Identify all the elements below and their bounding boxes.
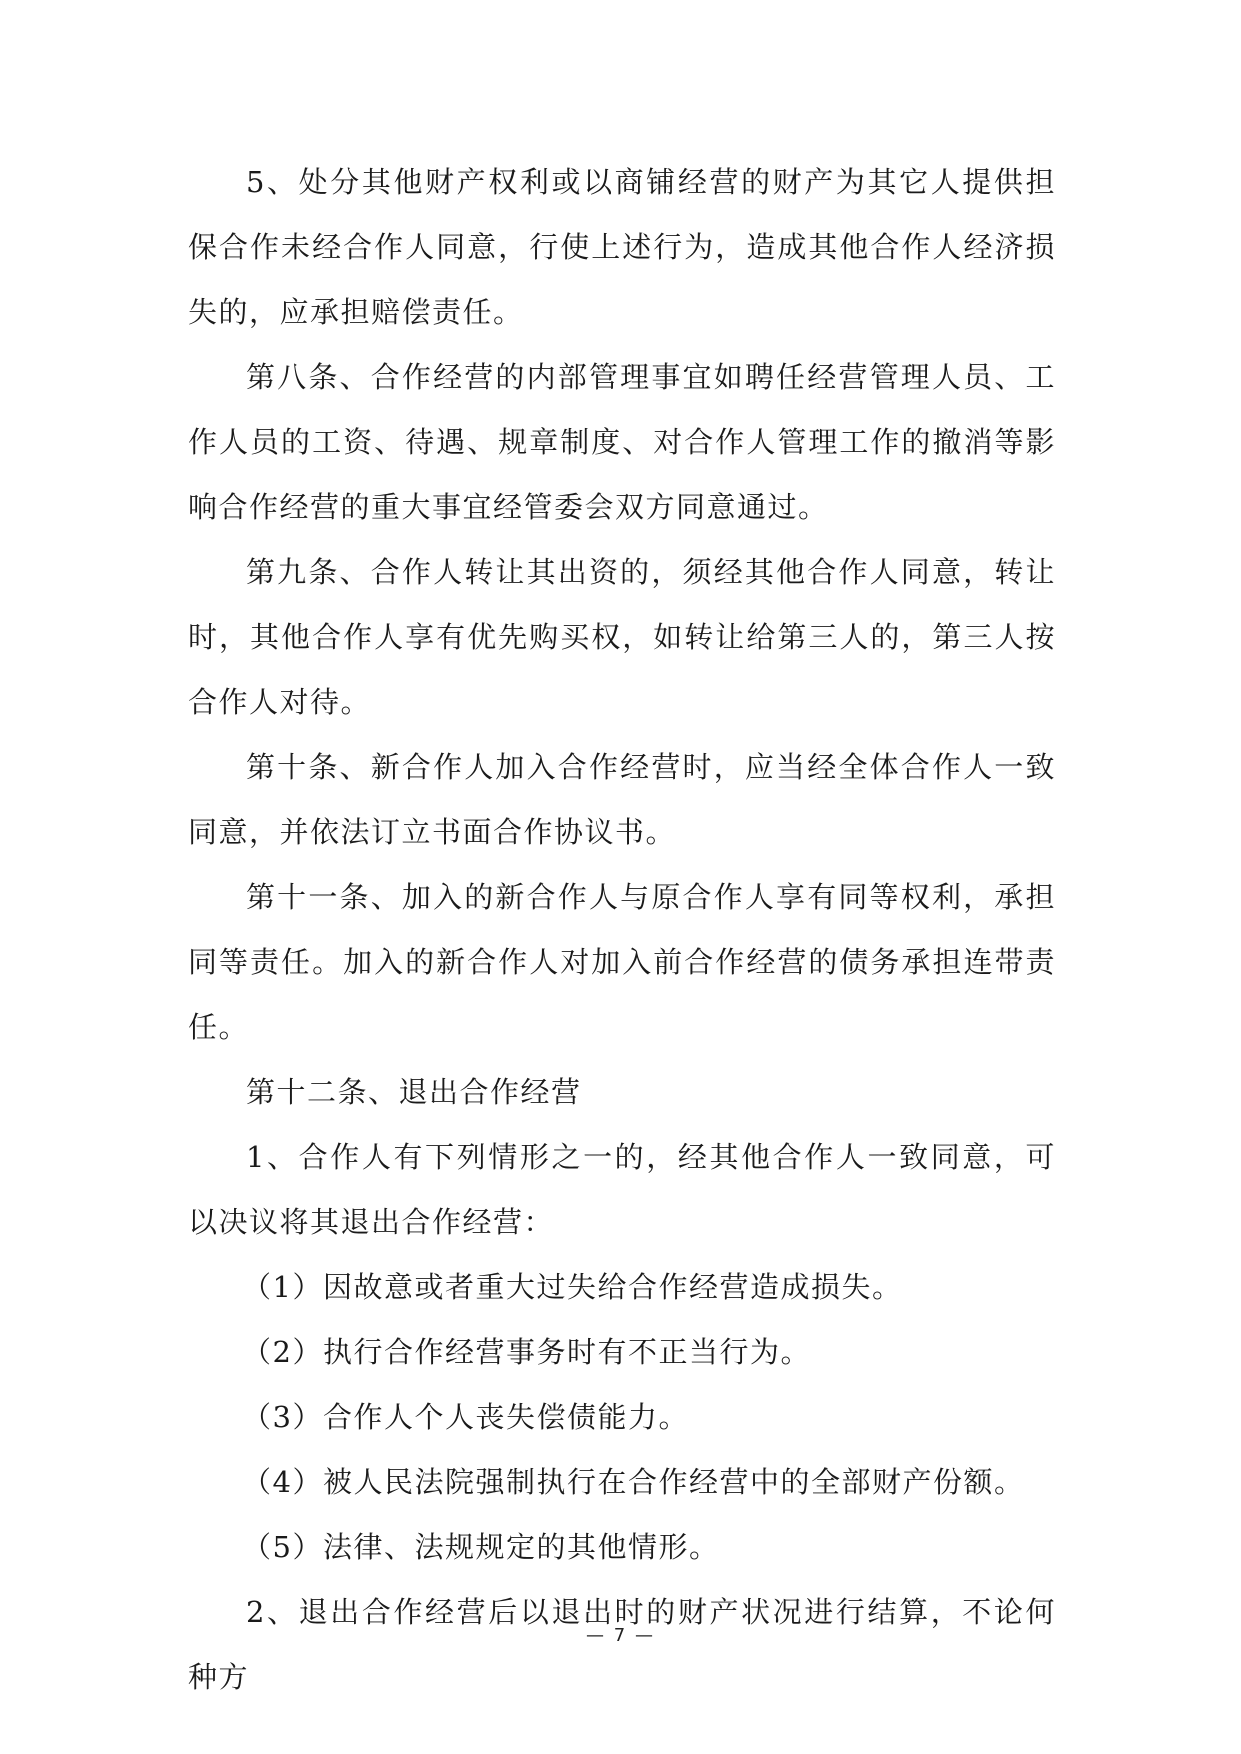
page-number: — 7 — [586, 1625, 655, 1646]
paragraph-article-12-item-1: 1、合作人有下列情形之一的，经其他合作人一致同意，可以决议将其退出合作经营： [188, 1140, 1056, 1239]
list-item-sub-2: （2）执行合作经营事务时有不正当行为。 [242, 1335, 811, 1369]
list-item-sub-1: （1）因故意或者重大过失给合作经营造成损失。 [242, 1270, 903, 1304]
paragraph-article-10: 第十条、新合作人加入合作经营时，应当经全体合作人一致同意，并依法订立书面合作协议书。 [188, 750, 1056, 849]
paragraph-article-12-heading: 第十二条、退出合作经营 [246, 1075, 582, 1109]
paragraph-article-11: 第十一条、加入的新合作人与原合作人享有同等权利，承担同等责任。加入的新合作人对加入前合作经营的债务承担连带责任。 [188, 880, 1056, 1044]
paragraph-article-9: 第九条、合作人转让其出资的，须经其他合作人同意，转让时，其他合作人享有优先购买权，如转让给第三人的，第三人按合作人对待。 [188, 555, 1056, 719]
paragraph-article-12-item-2: 2、退出合作经营后以退出时的财产状况进行结算，不论何种方 [188, 1595, 1056, 1694]
paragraph-clause-5: 5、处分其他财产权利或以商铺经营的财产为其它人提供担保合作未经合作人同意，行使上述行为，造成其他合作人经济损失的，应承担赔偿责任。 [188, 165, 1056, 329]
paragraph-article-8: 第八条、合作经营的内部管理事宜如聘任经营管理人员、工作人员的工资、待遇、规章制度、对合作人管理工作的撤消等影响合作经营的重大事宜经管委会双方同意通过。 [188, 360, 1056, 524]
list-item-sub-5: （5）法律、法规规定的其他情形。 [242, 1530, 720, 1564]
document-body [188, 150, 1056, 1710]
list-item-sub-3: （3）合作人个人丧失偿债能力。 [242, 1400, 689, 1434]
list-item-sub-4: （4）被人民法院强制执行在合作经营中的全部财产份额。 [242, 1465, 1025, 1499]
